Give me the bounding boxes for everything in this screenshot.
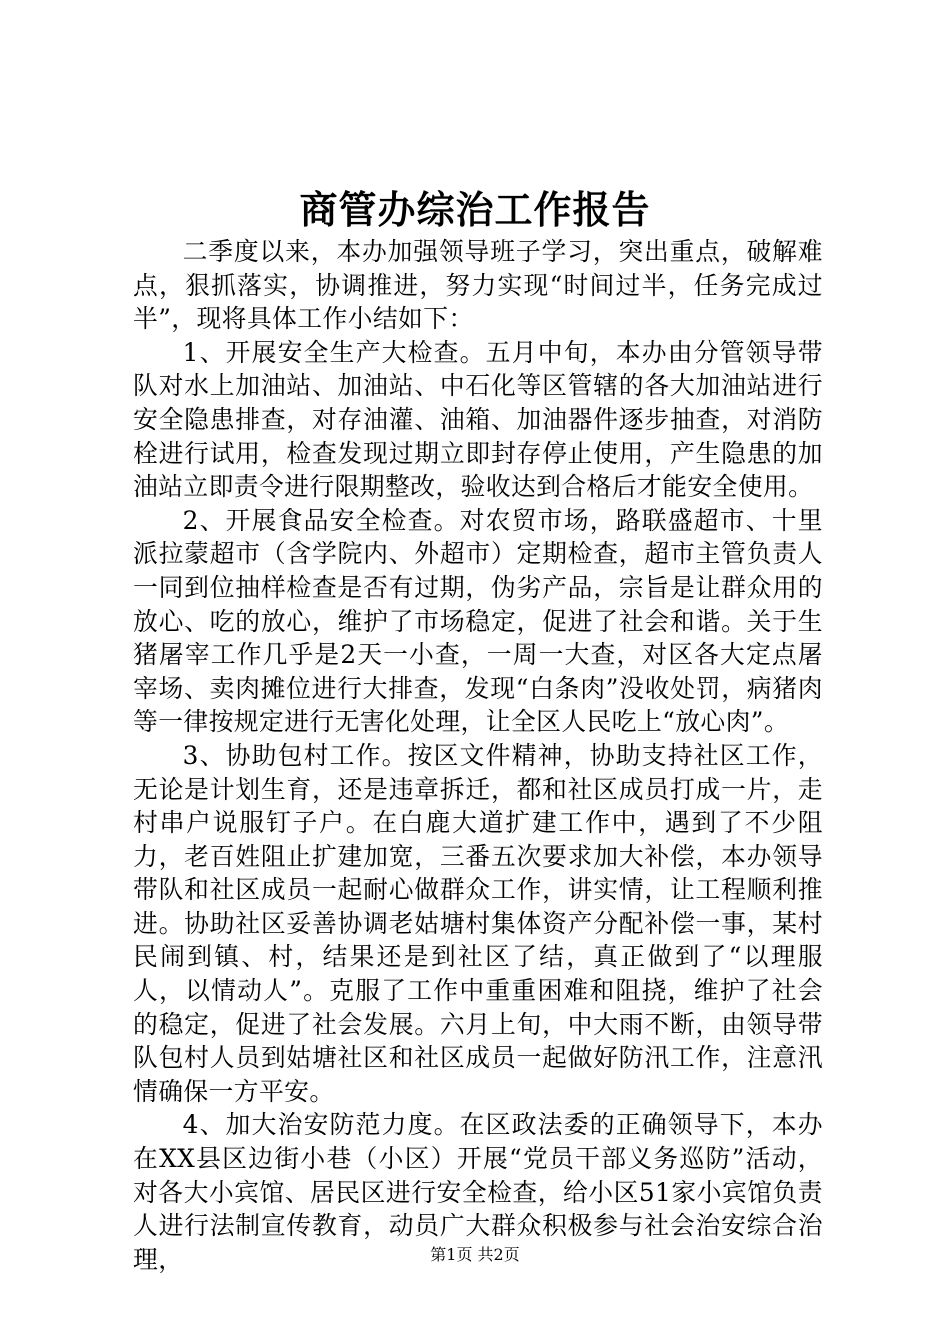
intro-paragraph: 二季度以来，本办加强领导班子学习，突出重点，破解难点，狠抓落实，协调推进，努力实现“时间过半，任务完成过半”，现将具体工作小结如下：: [133, 237, 823, 334]
section-1-paragraph: 1、开展安全生产大检查。五月中旬，本办由分管领导带队对水上加油站、加油站、中石化等区管辖的各大加油站进行安全隐患排查，对存油灌、油箱、加油器件逐步抽查，对消防栓进行试用，检查发现过期立即封存停止使用，产生隐患的加油站立即责令进行限期整改，验收达到合格后才能安全使用。: [133, 337, 823, 502]
section-2-paragraph: 2、开展食品安全检查。对农贸市场，路联盛超市、十里派拉蒙超市（含学院内、外超市）定期检查，超市主管负责人一同到位抽样检查是否有过期，伪劣产品，宗旨是让群众用的放心、吃的放心，维护了市场稳定，促进了社会和谐。关于生猪屠宰工作几乎是2天一小查，一周一大查，对区各大定点屠宰场、卖肉摊位进行大排查，发现“白条肉”没收处罚，病猪肉等一律按规定进行无害化处理，让全区人民吃上“放心肉”。: [133, 505, 823, 737]
report-body: [133, 235, 823, 1276]
section-4-paragraph: 4、加大治安防范力度。在区政法委的正确领导下，本办在XX县区边街小巷（小区）开展“党员干部义务巡防”活动，对各大小宾馆、居民区进行安全检查，给小区51家小宾馆负责人进行法制宣传教育，动员广大群众积极参与社会治安综合治理，: [133, 1110, 823, 1274]
page-title: 商管办综治工作报告: [299, 187, 651, 233]
page-footer: 第1页 共2页: [430, 1245, 520, 1264]
section-3-paragraph: 3、协助包村工作。按区文件精神，协助支持社区工作，无论是计划生育，还是违章拆迁，都和社区成员打成一片，走村串户说服钉子户。在白鹿大道扩建工作中，遇到了不少阻力，老百姓阻止扩建加宽，三番五次要求加大补偿，本办领导带队和社区成员一起耐心做群众工作，讲实情，让工程顺利推进。协助社区妥善协调老姑塘村集体资产分配补偿一事，某村民闹到镇、村，结果还是到社区了结，真正做到了“以理服人，以情动人”。克服了工作中重重困难和阻挠，维护了社会的稳定，促进了社会发展。六月上旬，中大雨不断，由领导带队包村人员到姑塘社区和社区成员一起做好防汛工作，注意汛情确保一方平安。: [133, 740, 823, 1106]
